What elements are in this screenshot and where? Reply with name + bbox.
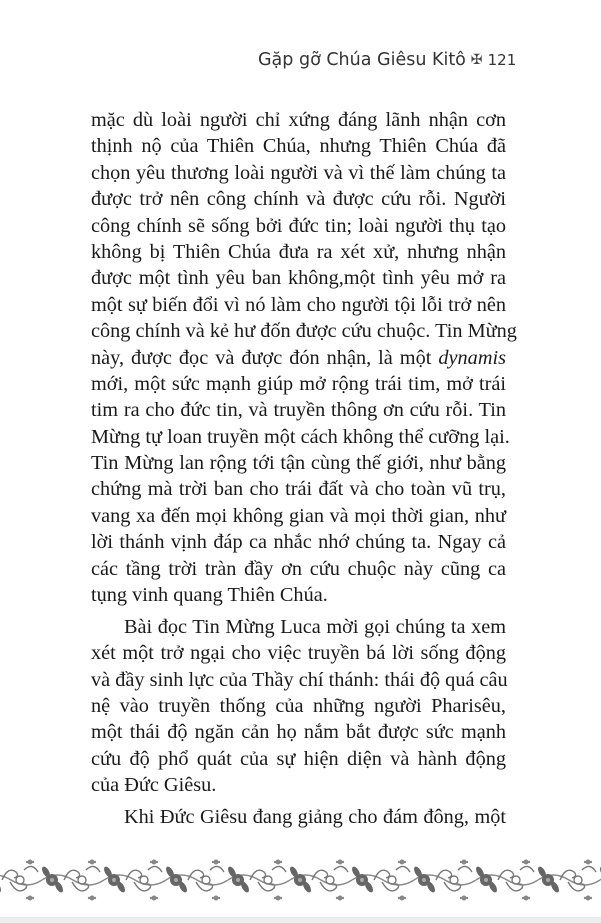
text-line: vang xa đến mọi không gian và mọi thời gian, như [91,504,506,527]
text-line: Mừng tự loan truyền một cách không thể cưỡng lại. [91,425,510,448]
text-line: một thái độ ngăn cản họ nắm bắt được sức mạnh [91,721,506,744]
body-text [91,107,517,836]
text-line: được trở nên công chính và được cứu rỗi. Người [91,188,506,211]
page-number: 121 [487,51,517,69]
text-segment: này, được đọc và được đón nhận, là một [91,346,432,369]
text-line: Khi Đức Giêsu đang giảng cho đám đông, một [124,806,506,829]
paragraph-3 [91,804,506,830]
text-line: tụng vinh quang Thiên Chúa. [91,584,328,607]
text-line: xét một trở ngại cho việc truyền bá lời sống động [91,642,506,665]
floral-border-ornament [0,850,601,910]
text-line: và đầy sinh lực của Thầy chí thánh: thái độ quá câu [91,668,508,691]
text-line: được một tình yêu ban không,một tình yêu mở ra [91,267,506,290]
text-line: Bài đọc Tin Mừng Luca mời gọi chúng ta xem [124,615,506,638]
text-line: lời thánh vịnh đáp ca nhắc nhớ chúng ta. Ngay cả [91,531,506,554]
chapter-title: Gặp gỡ Chúa Giêsu Kitô [258,50,466,70]
text-line: mặc dù loài người chỉ xứng đáng lãnh nhận cơn [91,109,506,131]
text-line: không bị Thiên Chúa đưa ra xét xử, nhưng nhận [91,240,506,263]
text-line: nệ vào truyền thống của những người Pharisêu, [91,695,506,718]
text-line: tim ra cho đức tin, và truyền thông ơn cứu rỗi. Tin [91,399,506,422]
page-bottom-edge [0,917,601,923]
text-line: chứng mà trời ban cho trái đất và cho toàn vũ trụ, [91,478,506,501]
text-line: các tầng trời tràn đầy ơn cứu chuộc này cũng ca [91,557,506,580]
text-line: cứu độ phổ quát của sự hiện diện và hành động [91,747,506,770]
running-header [258,50,516,70]
italic-term: dynamis [438,346,506,369]
text-line: một sự biến đổi vì nó làm cho người tội lỗi trở nên [91,293,506,316]
maltese-cross-icon: ✠ [470,52,483,68]
text-line: thịnh nộ của Thiên Chúa, nhưng Thiên Chúa đã [91,135,506,158]
paragraph-1 [91,107,517,608]
text-line: công chính và kẻ hư đốn được cứu chuộc. Tin Mừng [91,320,517,343]
text-line: Tin Mừng lan rộng tới tận cùng thế giới, như bằng [91,452,506,475]
paragraph-2 [91,614,506,799]
text-line: của Đức Giêsu. [91,774,217,797]
text-line: chọn yêu thương loài người và vì thế làm chúng ta [91,161,506,184]
text-line: mới, một sức mạnh giúp mở rộng trái tim, mở trái [91,372,506,395]
text-line: công chính sẽ sống bởi đức tin; loài người thụ tạo [91,214,506,237]
text-line [91,345,506,371]
